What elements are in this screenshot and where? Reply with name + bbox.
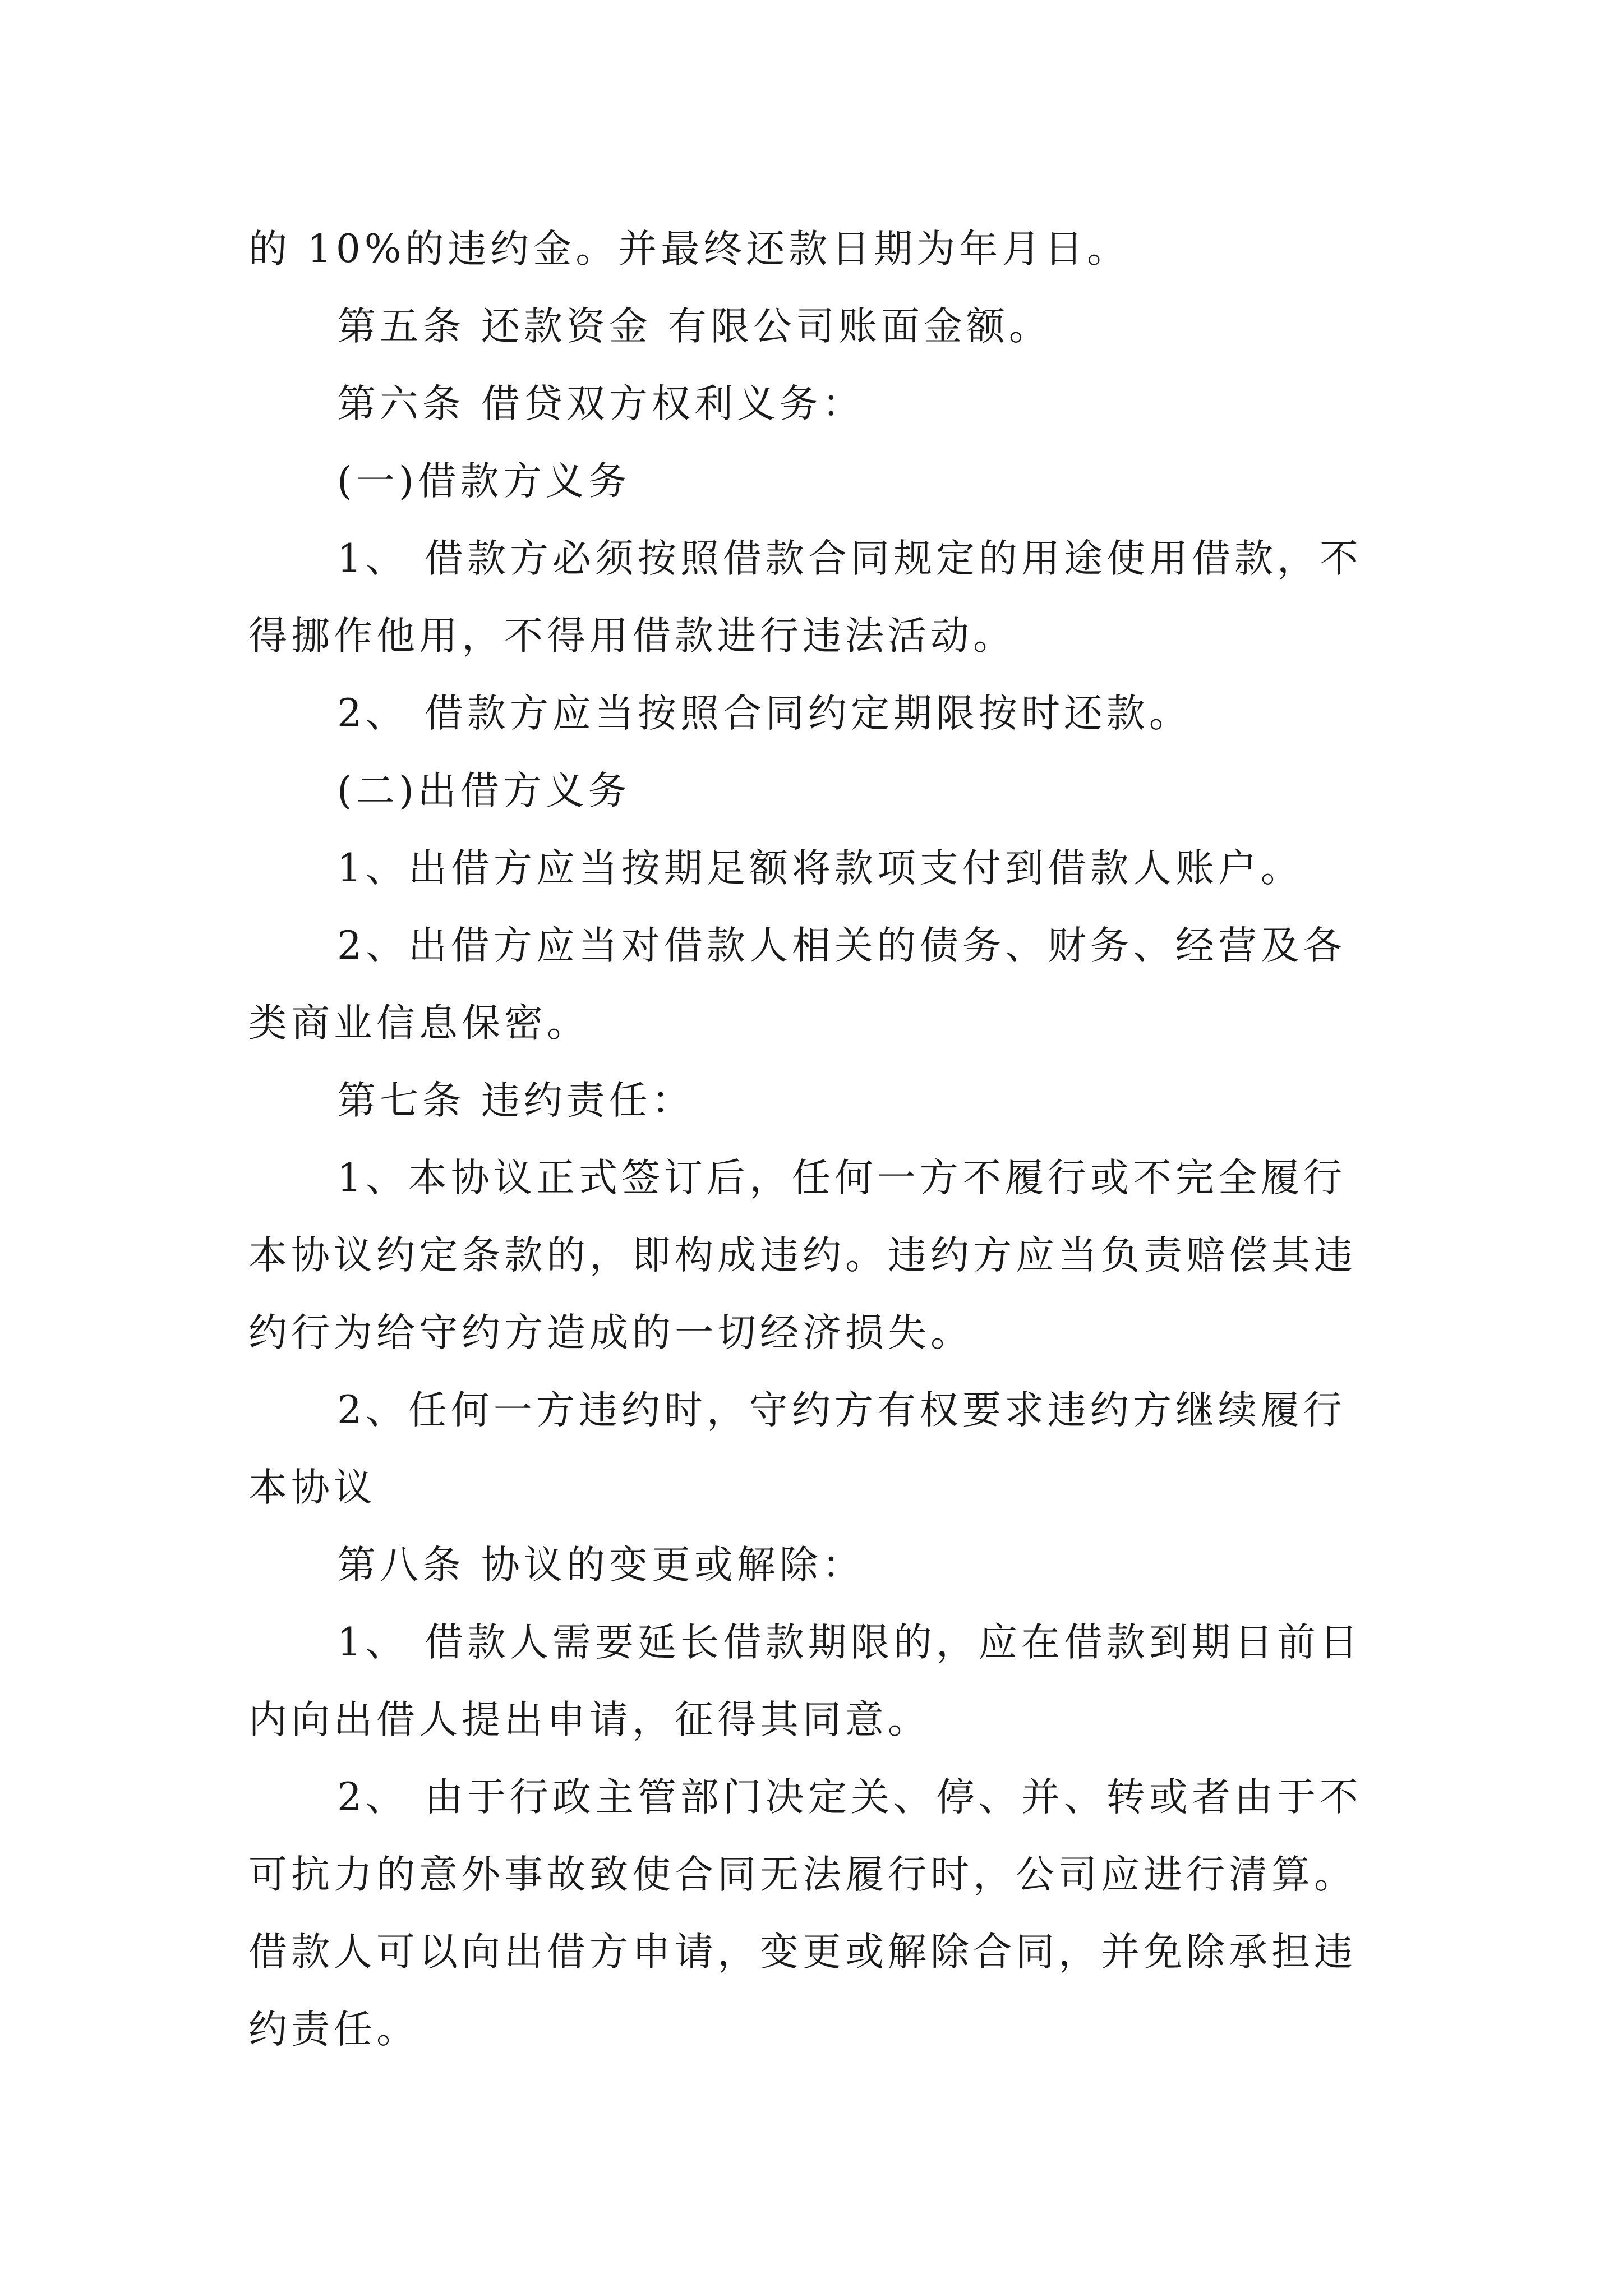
text-line: 2、出借方应当对借款人相关的债务、财务、经营及各 <box>337 923 1346 968</box>
text-line: 1、本协议正式签订后，任何一方不履行或不完全履行 <box>337 1156 1346 1200</box>
text-line: 的 10%的违约金。并最终还款日期为年月日。 <box>248 227 1130 272</box>
text-line: 类商业信息保密。 <box>248 1001 589 1046</box>
text-line: 本协议 <box>248 1465 376 1510</box>
text-line: 1、 借款人需要延长借款期限的，应在借款到期日前日 <box>337 1620 1362 1665</box>
text-line: 本协议约定条款的，即构成违约。违约方应当负责赔偿其违 <box>248 1233 1357 1278</box>
document-body <box>248 210 1387 2068</box>
text-line: 约行为给守约方造成的一切经济损失。 <box>248 1310 973 1355</box>
text-line: 内向出借人提出申请，征得其同意。 <box>248 1697 930 1742</box>
text-line: 约责任。 <box>248 2007 419 2052</box>
text-line: 1、出借方应当按期足额将款项支付到借款人账户。 <box>337 846 1303 891</box>
article-6-heading: 第六条 借贷双方权利义务： <box>337 381 865 426</box>
text-line: 借款人可以向出借方申请，变更或解除合同，并免除承担违 <box>248 1930 1357 1975</box>
text-line: 2、 借款方应当按照合同约定期限按时还款。 <box>337 691 1192 736</box>
section-heading: (一)借款方义务 <box>337 459 631 504</box>
text-line: 2、任何一方违约时，守约方有权要求违约方继续履行 <box>337 1388 1346 1433</box>
article-8-heading: 第八条 协议的变更或解除： <box>337 1543 865 1588</box>
article-5-heading: 第五条 还款资金 有限公司账面金额。 <box>337 304 1052 349</box>
article-7-heading: 第七条 违约责任： <box>337 1078 694 1123</box>
text-line: 得挪作他用，不得用借款进行违法活动。 <box>248 614 1016 659</box>
text-line: 1、 借款方必须按照借款合同规定的用途使用借款，不 <box>337 536 1362 581</box>
text-line: 可抗力的意外事故致使合同无法履行时，公司应进行清算。 <box>248 1852 1357 1897</box>
section-heading: (二)出借方义务 <box>337 769 631 813</box>
text-line: 2、 由于行政主管部门决定关、停、并、转或者由于不 <box>337 1775 1362 1820</box>
